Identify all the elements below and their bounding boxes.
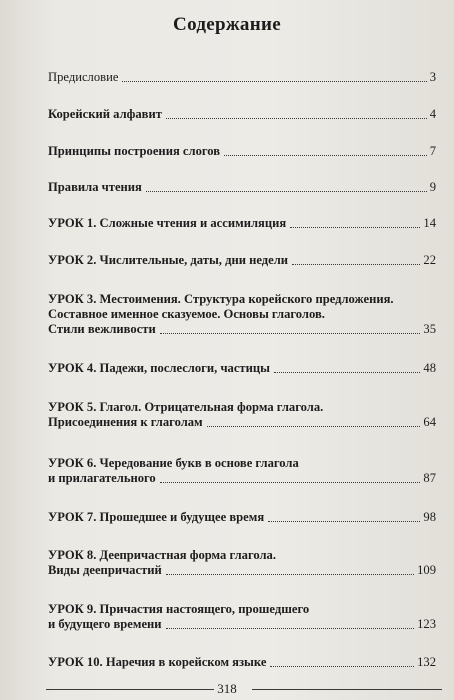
toc-entry-preface: [48, 70, 436, 85]
toc-entry-line: Составное именное сказуемое. Основы глаголов.: [48, 307, 325, 321]
toc-entry-title: Принципы построения слогов: [48, 144, 221, 158]
toc-entry-lesson-3: [48, 292, 436, 337]
toc-entry-title: УРОК 2. Числительные, даты, дни недели: [48, 253, 289, 267]
page-number: 318: [217, 681, 237, 696]
toc-entry-lesson-8: [48, 548, 436, 578]
toc-entry-syllables: [48, 144, 436, 159]
toc-page-number: 35: [423, 322, 436, 336]
toc-entry-lesson-2: [48, 253, 436, 268]
toc-entry-title: УРОК 4. Падежи, послеслоги, частицы: [48, 361, 270, 375]
toc-page-number: 98: [423, 510, 436, 524]
dot-leader: [166, 574, 414, 575]
dot-leader: [122, 81, 426, 82]
toc-entry-title: Виды деепричастий: [48, 563, 162, 577]
page-title: Содержание: [173, 14, 281, 35]
dot-leader: [160, 482, 421, 483]
toc-page-number: 3: [429, 70, 436, 84]
dot-leader: [292, 264, 420, 265]
toc-entry-lesson-6: [48, 456, 436, 486]
toc-page-number: 9: [429, 180, 436, 194]
toc-entry-title: и будущего времени: [48, 617, 162, 631]
toc-entry-lesson-5: [48, 400, 436, 430]
dot-leader: [166, 118, 427, 119]
toc-entry-lesson-9: [48, 602, 436, 632]
toc-entry-line: УРОК 3. Местоимения. Структура корейского предложения.: [48, 292, 394, 306]
toc-entry-lesson-1: [48, 216, 436, 231]
toc-entry-title: УРОК 7. Прошедшее и будущее время: [48, 510, 265, 524]
dot-leader: [207, 426, 421, 427]
toc-entry-line: УРОК 5. Глагол. Отрицательная форма глагола.: [48, 400, 324, 414]
toc-entry-title: Стили вежливости: [48, 322, 156, 336]
toc-entry-reading-rules: [48, 180, 436, 195]
dot-leader: [290, 227, 420, 228]
toc-page-number: 64: [423, 415, 436, 429]
dot-leader: [268, 521, 420, 522]
toc-entry-line: УРОК 9. Причастия настоящего, прошедшего: [48, 602, 310, 616]
toc-entry-line: УРОК 8. Деепричастная форма глагола.: [48, 548, 276, 562]
dot-leader: [166, 628, 415, 629]
footer-rule-right: [252, 689, 442, 690]
toc-page-number: 132: [417, 655, 436, 669]
toc-page-number: 4: [429, 107, 436, 121]
toc-entry-alphabet: [48, 107, 436, 122]
dot-leader: [224, 155, 427, 156]
toc-entry-title: Предисловие: [48, 70, 119, 84]
toc-page-number: 7: [429, 144, 436, 158]
toc-entry-title: УРОК 1. Сложные чтения и ассимиляция: [48, 216, 287, 230]
toc-entry-lesson-7: [48, 510, 436, 525]
toc-entry-lesson-4: [48, 361, 436, 376]
toc-entry-title: Правила чтения: [48, 180, 142, 194]
dot-leader: [160, 333, 421, 334]
toc-page-number: 48: [423, 361, 436, 375]
toc-entry-title: Корейский алфавит: [48, 107, 162, 121]
toc-entry-line: УРОК 6. Чередование букв в основе глагола: [48, 456, 299, 470]
dot-leader: [274, 372, 420, 373]
toc-entry-title: и прилагательного: [48, 471, 156, 485]
dot-leader: [270, 666, 414, 667]
toc-entry-lesson-10: [48, 655, 436, 670]
toc-page-number: 87: [423, 471, 436, 485]
toc-entry-title: Присоединения к глаголам: [48, 415, 203, 429]
dot-leader: [146, 191, 427, 192]
toc-page-number: 123: [417, 617, 436, 631]
toc-entry-title: УРОК 10. Наречия в корейском языке: [48, 655, 267, 669]
toc-page-number: 109: [417, 563, 436, 577]
toc-page-number: 14: [423, 216, 436, 230]
toc-page-number: 22: [423, 253, 436, 267]
